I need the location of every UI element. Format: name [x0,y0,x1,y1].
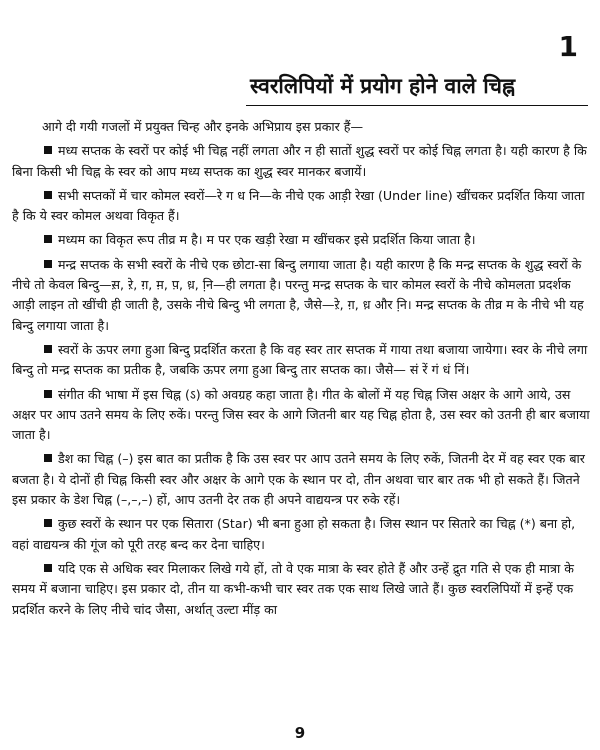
square-bullet-icon [44,260,52,268]
intro-paragraph: आगे दी गयी गजलों में प्रयुक्त चिन्ह और इनके अभिप्राय इस प्रकार हैं— [42,119,364,134]
square-bullet-icon [44,235,52,243]
list-item-text: सभी सप्तकों में चार कोमल स्वरों—रे ग ध नि—के नीचे एक आड़ी रेखा (Under line) खींचकर प्रदर्शित किया जाता है कि ये स्वर कोमल अथवा विकृत हैं। [12,187,585,224]
list-item-text: डैश का चिह्न (–) इस बात का प्रतीक है कि उस स्वर पर आप उतने समय के लिए रुकें, जितनी देर में वह स्वर एक बार बजता है। ये दोनों ही चिह्न किसी स्वर और अक्षर के आगे एक के स्थान पर दो, तीन अथवा चार बार तक भी हो सकते हैं। जितने इस प्रकार के डेश चिह्न (–,–,–) हों, आप उतनी देर तक ही अपने वाद्ययन्त्र पर रुके रहें। [12,451,585,508]
list-item [12,449,590,510]
list-item [12,255,590,336]
list-item-text: कुछ स्वरों के स्थान पर एक सितारा (Star) भी बना हुआ हो सकता है। जिस स्थान पर सितारे का चिह्न (*) बना हो, वहां वाद्ययन्त्र की गूंज को पूरी तरह बन्द कर देना चाहिए। [12,516,576,552]
list-item-text: यदि एक से अधिक स्वर मिलाकर लिखे गये हों, तो वे एक मात्रा के स्वर होते हैं और उन्हें द्रुत गति से एक ही मात्रा के समय में बजाना चाहिए। इस प्रकार दो, तीन या कभी-कभी चार स्वर तक एक साथ लिखे जाते हैं। कुछ स्वरलिपियों में इन्हें एक प्रदर्शित करने के लिए नीचे चांद जैसा, अर्थात् उल्टा मींड़ का [12,560,574,617]
square-bullet-icon [44,146,52,154]
square-bullet-icon [44,564,52,572]
list-item-text: मध्य सप्तक के स्वरों पर कोई भी चिह्न नहीं लगता और न ही सातों शुद्ध स्वरों पर कोई चिह्न लगता है। यही कारण है कि बिना किसी भी चिह्न के स्वर को आप मध्य सप्तक का शुद्ध स्वर मानकर बजायें। [12,143,587,179]
list-item-text: मन्द्र सप्तक के सभी स्वरों के नीचे एक छोटा-सा बिन्दु लगाया जाता है। यही कारण है कि मन्द्र सप्तक के शुद्ध स्वरों के नीचे तो केवल बिन्दु—स़, रे़, ग़, म़, प़, ध़, नि़—ही लगता है। परन्तु मन्द्र सप्तक के चार कोमल स्वरों के नीचे कोमलता प्रदर्शक आड़ी लाइन तो खींची ही जाती है, उसके नीचे बिन्दु भी लगता है, जैसे—रे़, ग़, ध़ और नि़। मन्द्र सप्तक के तीव्र म के नीचे भी यह बिन्दु लगाया जाता है। [12,256,584,333]
list-item-text: मध्यम का विकृत रूप तीव्र म है। म पर एक खड़ी रेखा म खींचकर इसे प्रदर्शित किया जाता है। [58,232,476,248]
square-bullet-icon [44,390,52,398]
list-item [12,141,590,182]
square-bullet-icon [44,519,52,527]
square-bullet-icon [44,454,52,462]
square-bullet-icon [44,191,52,199]
body-text [12,117,590,624]
list-item [12,230,590,250]
chapter-number: 1 [558,30,578,63]
list-item [12,385,590,446]
list-item [12,559,590,620]
list-item [12,186,590,227]
list-item-text: संगीत की भाषा में इस चिह्न (ऽ) को अवग्रह कहा जाता है। गीत के बोलों में यह चिह्न जिस अक्षर के आगे आये, उस अक्षर पर आप उतने समय के लिए रुकें। परन्तु जिस स्वर के आगे जितनी बार यह चिह्न होता है, उस स्वर को उतनी ही बार बजाया जाता है। [12,386,590,443]
title-underline [246,105,588,106]
list-item-text: स्वरों के ऊपर लगा हुआ बिन्दु प्रदर्शित करता है कि वह स्वर तार सप्तक में गाया तथा बजाया जायेगा। स्वर के नीचे लगा बिन्दु तो मन्द्र सप्तक का प्रतीक है, जबकि ऊपर लगा हुआ बिन्दु तार सप्तक का। जैसे— सं रें गं धं निं। [12,341,588,378]
page-title: स्वरलिपियों में प्रयोग होने वाले चिह्न [250,74,516,98]
page-number: 9 [294,724,306,742]
square-bullet-icon [44,345,52,353]
list-item [12,340,590,381]
list-item [12,514,590,555]
